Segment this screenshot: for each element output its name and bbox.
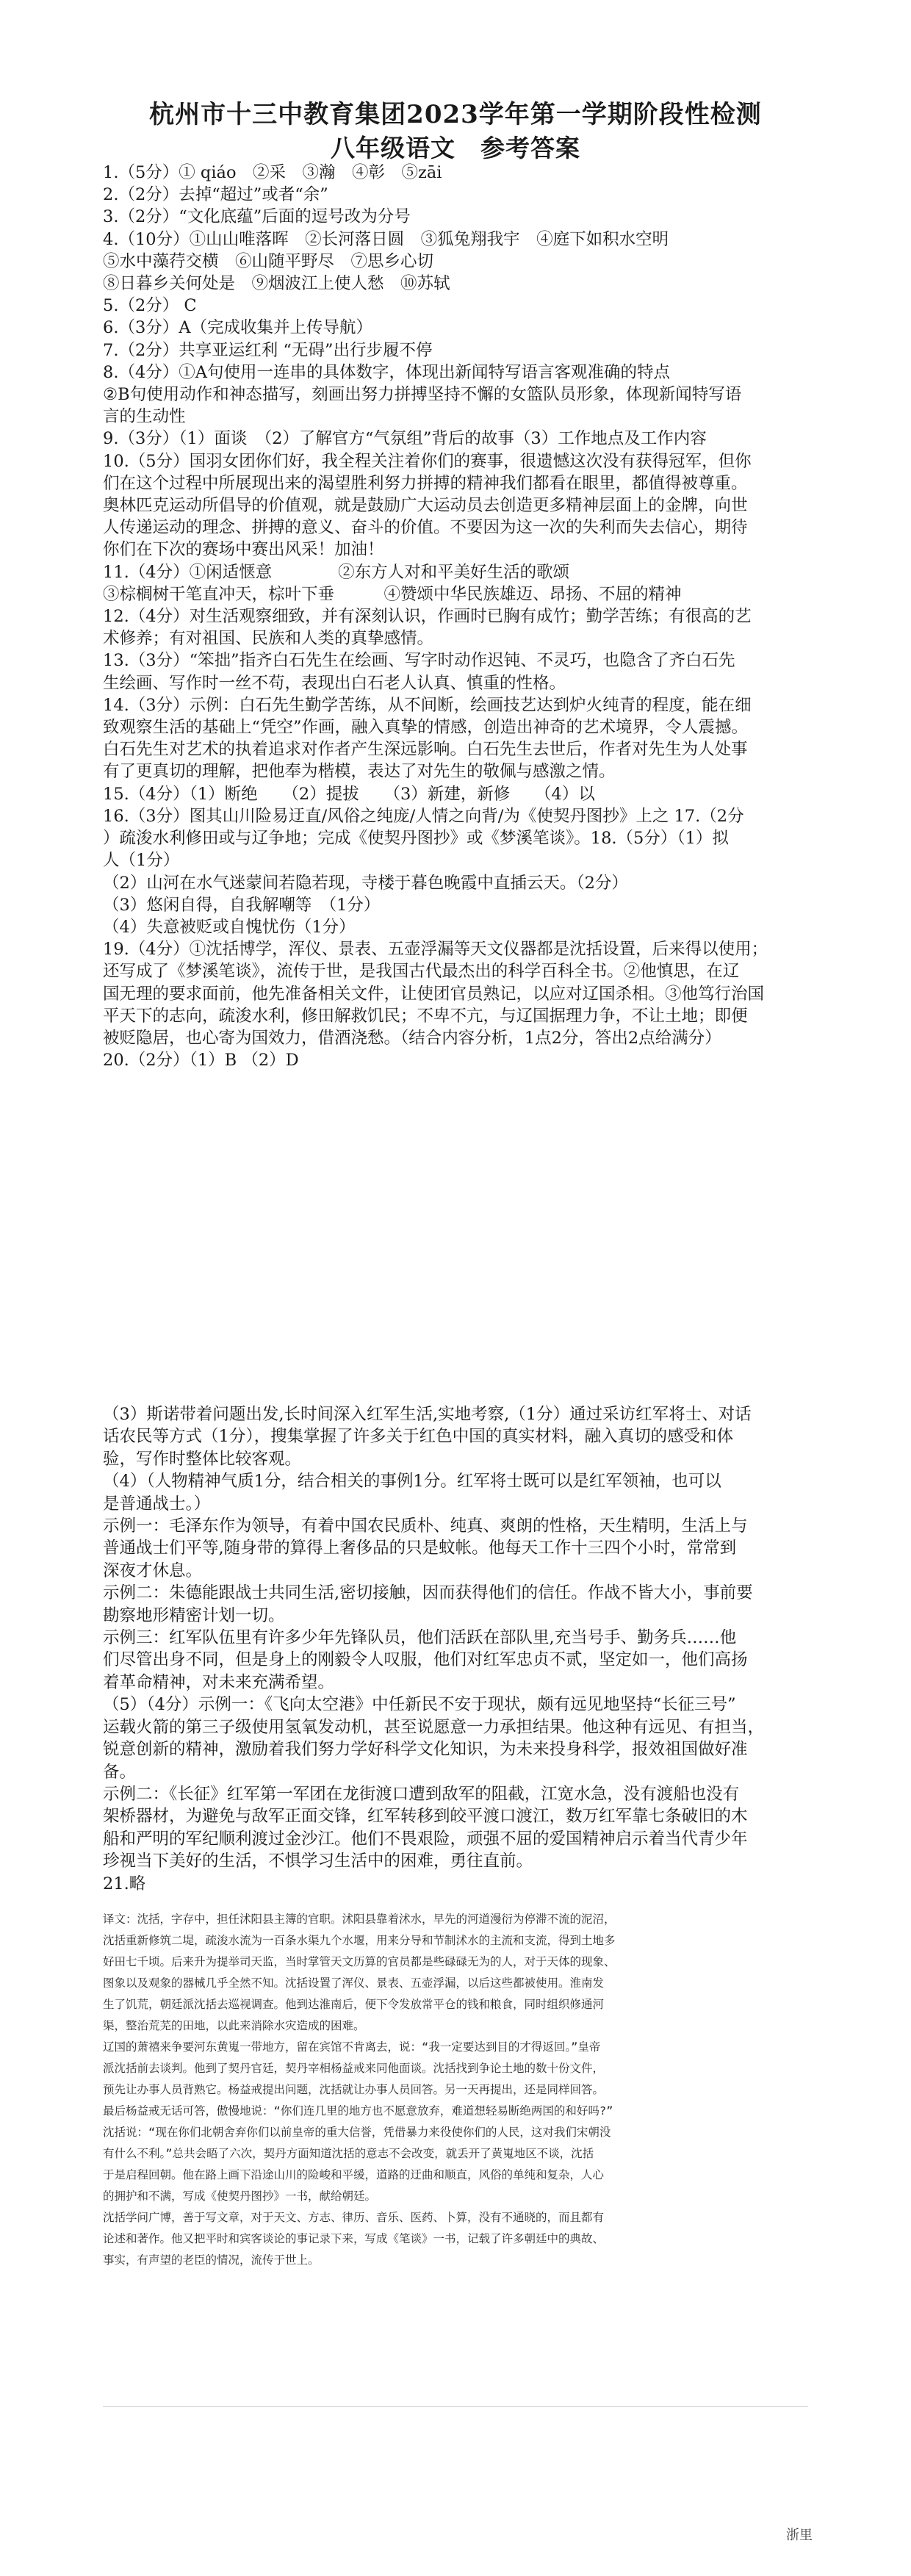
translation-line: 好田七千顷。后来升为提举司天监，当时掌管天文历算的官员都是些碌碌无为的人，对于天体的现象、 [103, 1955, 616, 1968]
answer-line: 运载火箭的第三子级使用氢氧发动机，甚至说愿意一力承担结果。他这种有远见、有担当， [103, 1717, 765, 1737]
translation-line: 的拥护和不满，写成《使契丹图抄》一书，献给朝廷。 [103, 2190, 377, 2203]
answer-line: ）疏浚水利修田或与辽争地；完成《使契丹图抄》或《梦溪笔谈》。18.（5分）（1）拟 [103, 829, 729, 849]
answer-line: 6.（3分）A（完成收集并上传导航） [103, 318, 373, 338]
translation-line: 最后杨益戒无话可答，傲慢地说：“你们连几里的地方也不愿意放弃，难道想轻易断绝两国的和好吗?” [103, 2104, 613, 2118]
answer-line: 验，写作时整体比较客观。 [103, 1449, 302, 1469]
answer-line: （3）斯诺带着问题出发,长时间深入红军生活,实地考察,（1分）通过采访红军将士、对话 [103, 1405, 752, 1424]
answer-line: 勘察地形精密计划一切。 [103, 1605, 285, 1625]
answer-line: 7.（2分）共享亚运红利 “无碍”出行步履不停 [103, 340, 433, 360]
translation-line: 生了饥荒，朝廷派沈括去巡视调查。他到达淮南后，便下令发放常平仓的钱和粮食，同时组织修通河 [103, 1998, 605, 2011]
answer-line: ③棕榈树干笔直冲天，棕叶下垂 ④赞颂中华民族雄迈、昂扬、不屈的精神 [103, 584, 682, 604]
translation-line: 派沈括前去谈判。他到了契丹官廷，契丹宰相杨益戒来同他面谈。沈括找到争论土地的数十份文件， [103, 2062, 605, 2075]
answer-line: 术修养；有对祖国、民族和人类的真挚感情。 [103, 629, 434, 649]
answer-line: 人传递运动的理念、拼搏的意义、奋斗的价值。不要因为这一次的失利而失去信心，期待 [103, 518, 748, 538]
translation-line: 辽国的萧禧来争要河东黄嵬一带地方，留在宾馆不肯离去，说：“我一定要达到目的才得返回。”皇帝 [103, 2040, 601, 2054]
answer-line: 示例一：毛泽东作为领导，有着中国农民质朴、纯真、爽朗的性格，天生精明，生活上与 [103, 1517, 748, 1536]
page-title: 杭州市十三中教育集团2023学年第一学期阶段性检测 [149, 100, 762, 129]
answer-line: 示例二：《长征》红军第一军团在龙街渡口遭到敌军的阻截，江宽水急，没有渡船也没有 [103, 1784, 740, 1804]
answer-line: （4）失意被贬或自愧忧伤（1分） [103, 917, 356, 937]
answer-line: （4）（人物精神气质1分，结合相关的事例1分。红军将士既可以是红军领袖，也可以 [103, 1472, 721, 1492]
answer-line: 言的生动性 [103, 407, 186, 427]
answer-line: 13.（3分）“笨拙”指齐白石先生在绘画、写字时动作迟钝、不灵巧，也隐含了齐白石先 [103, 651, 735, 671]
translation-line: 论述和著作。他又把平时和宾客谈论的事记录下来，写成《笔谈》一书，记载了许多朝廷中的典故、 [103, 2232, 605, 2245]
answer-line: 人（1分） [103, 851, 180, 871]
answer-line: 话农民等方式（1分），搜集掌握了许多关于红色中国的真实材料，融入真切的感受和体 [103, 1427, 734, 1447]
answer-line: 普通战士们平等,随身带的算得上奢侈品的只是蚊帐。他每天工作十三四个小时，常常到 [103, 1539, 737, 1558]
answer-line: 致观察生活的基础上“凭空”作画，融入真挚的情感，创造出神奇的艺术境界，令人震撼。 [103, 718, 749, 738]
bottom-divider [103, 2406, 808, 2407]
answer-line: 19.（4分）①沈括博学，浑仪、景表、五壶浮漏等天文仪器都是沈括设置，后来得以使用； [103, 940, 768, 960]
answer-line: 4.（10分）①山山唯落晖 ②长河落日圆 ③狐兔翔我宇 ④庭下如积水空明 [103, 229, 669, 249]
answer-line: 2.（2分）去掉“超过”或者“余” [103, 185, 328, 205]
answer-line: 20.（2分）（1）B （2）D [103, 1051, 299, 1071]
answer-line: 示例二：朱德能跟战士共同生活,密切接触，因而获得他们的信任。作战不皆大小，事前要 [103, 1583, 753, 1603]
translation-line: 预先让办事人员背熟它。杨益戒提出问题，沈括就让办事人员回答。另一天再提出，还是同样回答。 [103, 2083, 605, 2096]
answer-line: 10.（5分）国羽女团你们好，我全程关注着你们的赛事，很遗憾这次没有获得冠军，但你 [103, 451, 752, 471]
answers-section [103, 162, 808, 1071]
translation-line: 图象以及观象的器械几乎全然不知。沈括设置了浑仪、景表、五壶浮漏，以后这些都被使用。淮南发 [103, 1976, 605, 1990]
answer-line: 3.（2分）“文化底蕴”后面的逗号改为分号 [103, 207, 411, 227]
answer-line: 生绘画、写作时一丝不苟，表现出白石老人认真、慎重的性格。 [103, 673, 566, 693]
translation-line: 沈括学问广博，善于写文章，对于天文、方志、律历、音乐、医药、卜算，没有不通晓的，而且都有 [103, 2211, 605, 2224]
translation-line: 沈括重新修筑二堤，疏浚水流为一百条水渠九个水堰，用来分导和节制沭水的主流和支流，得到土地多 [103, 1934, 616, 1947]
answer-line: （5）（4分）示例一：《飞向太空港》中任新民不安于现状，颇有远见地坚持“长征三号” [103, 1695, 736, 1715]
page-subtitle: 八年级语文 参考答案 [331, 134, 580, 162]
answer-line: 还写成了《梦溪笔谈》，流传于世，是我国古代最杰出的科学百科全书。②他慎思，在辽 [103, 962, 740, 982]
answer-line: 有了更真切的理解，把他奉为楷模，表达了对先生的敬佩与感激之情。 [103, 762, 616, 782]
footer-label: 浙里 [786, 2528, 813, 2542]
answer-line: 是普通战士。） [103, 1494, 211, 1514]
answer-line: 9.（3分）（1）面谈 （2）了解官方“气氛组”背后的故事（3）工作地点及工作内容 [103, 429, 707, 449]
answer-line: 平天下的志向，疏浚水利，修田解救饥民；不卑不亢，与辽国据理力争，不让土地；即便 [103, 1006, 748, 1026]
answer-line: 白石先生对艺术的执着追求对作者产生深远影响。白石先生去世后，作者对先生为人处事 [103, 740, 748, 760]
answer-line: 被贬隐居，也心寄为国效力，借酒浇愁。（结合内容分析，1点2分，答出2点给满分） [103, 1028, 721, 1048]
answer-line: ⑤水中藻荇交横 ⑥山随平野尽 ⑦思乡心切 [103, 251, 434, 271]
answer-line: 21.略 [103, 1874, 146, 1893]
answers-section-continued [103, 1403, 808, 1895]
answer-line: （2）山河在水气迷蒙间若隐若现，寺楼于暮色晚霞中直插云天。（2分） [103, 873, 628, 893]
classical-translation-section [103, 1909, 808, 2271]
translation-line: 于是启程回朝。他在路上画下沿途山川的险峻和平缓，道路的迂曲和顺直，风俗的单纯和复杂，人心 [103, 2168, 605, 2181]
answer-line: 深夜才休息。 [103, 1561, 203, 1580]
translation-line: 有什么不利。”总共会晤了六次，契丹方面知道沈括的意志不会改变，就丢开了黄嵬地区不谈，沈括 [103, 2147, 594, 2160]
answer-line: 16.（3分）图其山川险易迂直/风俗之纯庞/人情之向背/为《使契丹图抄》上之 17.（2分 [103, 806, 744, 826]
answer-line: 15.（4分）（1）断绝 （2）提拔 （3）新建，新修 （4）以 [103, 784, 595, 804]
answer-line: 11.（4分）①闲适惬意 ②东方人对和平美好生活的歌颂 [103, 562, 570, 582]
answer-line: 锐意创新的精神，激励着我们努力学好科学文化知识，为未来投身科学，报效祖国做好准 [103, 1740, 748, 1760]
answer-line: ②B句使用动作和神态描写，刻画出努力拼搏坚持不懈的女篮队员形象，体现新闻特写语 [103, 385, 742, 405]
answer-line: 国无理的要求面前，他先准备相关文件，让使团官员熟记，以应对辽国杀相。③他笃行治国 [103, 984, 765, 1004]
translation-line: 渠，整治荒芜的田地，以此来消除水灾造成的困难。 [103, 2019, 365, 2032]
answer-line: 14.（3分）示例：白石先生勤学苦练，从不间断，绘画技艺达到炉火纯青的程度，能在细 [103, 695, 752, 715]
answer-line: ⑧日暮乡关何处是 ⑨烟波江上使人愁 ⑩苏轼 [103, 274, 450, 294]
answer-line: 备。 [103, 1762, 137, 1782]
answer-line: （3）悠闲自得，自我解嘲等 （1分） [103, 895, 381, 915]
answer-line: 着革命精神，对未来充满希望。 [103, 1672, 335, 1692]
answer-line: 架桥器材，为避免与敌军正面交锋，红军转移到皎平渡口渡江，数万红军靠七条破旧的木 [103, 1807, 748, 1827]
translation-line: 沈括说：“现在你们北朝舍弃你们以前皇帝的重大信誉，凭借暴力来役使你们的人民，这对我们宋朝没 [103, 2126, 611, 2139]
answer-line: 8.（4分）①A句使用一连串的具体数字，体现出新闻特写语言客观准确的特点 [103, 362, 671, 382]
answer-line: 们尽管出身不同，但是身上的刚毅令人叹服，他们对红军忠贞不贰，坚定如一，他们高扬 [103, 1650, 748, 1670]
answer-line: 12.（4分）对生活观察细致，并有深刻认识，作画时已胸有成竹；勤学苦练；有很高的艺 [103, 607, 752, 627]
translation-line: 译文：沈括，字存中，担任沭阳县主簿的官职。沭阳县靠着沭水，早先的河道漫衍为停滞不流的泥沼， [103, 1913, 616, 1926]
answer-line: 奥林匹克运动所倡导的价值观，就是鼓励广大运动员去创造更多精神层面上的金牌，向世 [103, 496, 748, 516]
answer-line: 珍视当下美好的生活，不惧学习生活中的困难，勇往直前。 [103, 1852, 533, 1871]
answer-line: 5.（2分） C [103, 296, 197, 316]
answer-line: 示例三：红军队伍里有许多少年先锋队员，他们活跃在部队里,充当号手、勤务兵……他 [103, 1628, 737, 1648]
answer-line: 1.（5分）① qiáo ②采 ③瀚 ④彰 ⑤zāi [103, 163, 442, 182]
answer-line: 们在这个过程中所展现出来的渴望胜利努力拼搏的精神我们都看在眼里，都值得被尊重。 [103, 473, 748, 493]
answer-line: 船和严明的军纪顺利渡过金沙江。他们不畏艰险，顽强不屈的爱国精神启示着当代青少年 [103, 1829, 748, 1849]
answer-line: 你们在下次的赛场中赛出风采！加油！ [103, 540, 384, 560]
translation-line: 事实，有声望的老臣的情况，流传于世上。 [103, 2253, 320, 2267]
